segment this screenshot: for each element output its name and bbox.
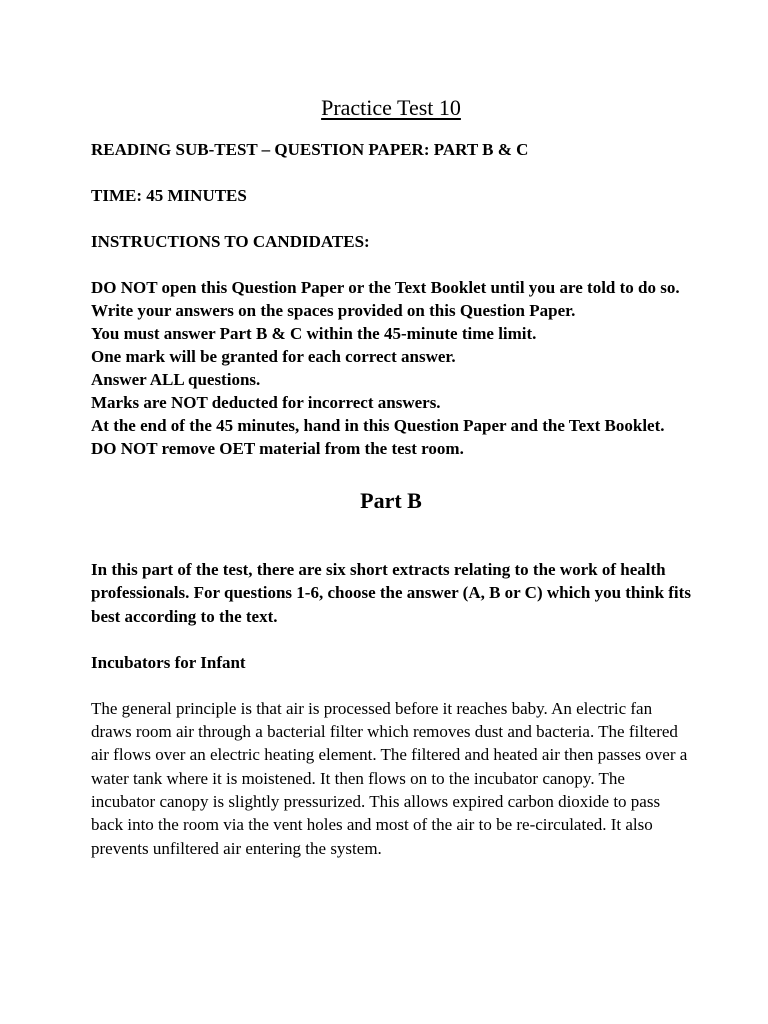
instruction-item: DO NOT remove OET material from the test room. (91, 439, 464, 458)
time-limit: TIME: 45 MINUTES (91, 186, 247, 205)
extract-body: The general principle is that air is processed before it reaches baby. An electric fan draws room air through a bacterial filter which removes dust and bacteria. The filtered air flows over an electric heating element. The filtered and heated air then passes over a water tank where it is moistened. It then flows on to the incubator canopy. The incubator canopy is slightly pressurized. This allows expired carbon dioxide to pass back into the room via the vent holes and most of the air to be re-circulated. It also prevents unfiltered air entering the system. (91, 698, 688, 858)
instructions-heading: INSTRUCTIONS TO CANDIDATES: (91, 232, 370, 251)
instructions-list (91, 276, 691, 460)
spacer (91, 161, 691, 184)
instruction-item: One mark will be granted for each correct answer. (91, 347, 456, 366)
part-b-intro: In this part of the test, there are six short extracts relating to the work of health professionals. For questions 1-6, choose the answer (A, B or C) which you think fits best according to the text. (91, 560, 691, 626)
instruction-item: Answer ALL questions. (91, 370, 261, 389)
instruction-item: Marks are NOT deducted for incorrect answers. (91, 393, 441, 412)
extract-title: Incubators for Infant (91, 652, 246, 672)
instruction-item: You must answer Part B & C within the 45-minute time limit. (91, 324, 537, 343)
instruction-item: DO NOT open this Question Paper or the Text Booklet until you are told to do so. (91, 278, 680, 297)
document-title: Practice Test 10 (321, 95, 461, 120)
document-subtitle: READING SUB-TEST – QUESTION PAPER: PART B & C (91, 140, 529, 159)
part-b-heading: Part B (360, 488, 422, 513)
document-page (91, 92, 691, 860)
spacer (91, 207, 691, 230)
spacer (91, 253, 691, 276)
instruction-item: Write your answers on the spaces provided on this Question Paper. (91, 301, 576, 320)
instruction-item: At the end of the 45 minutes, hand in this Question Paper and the Text Booklet. (91, 416, 665, 435)
